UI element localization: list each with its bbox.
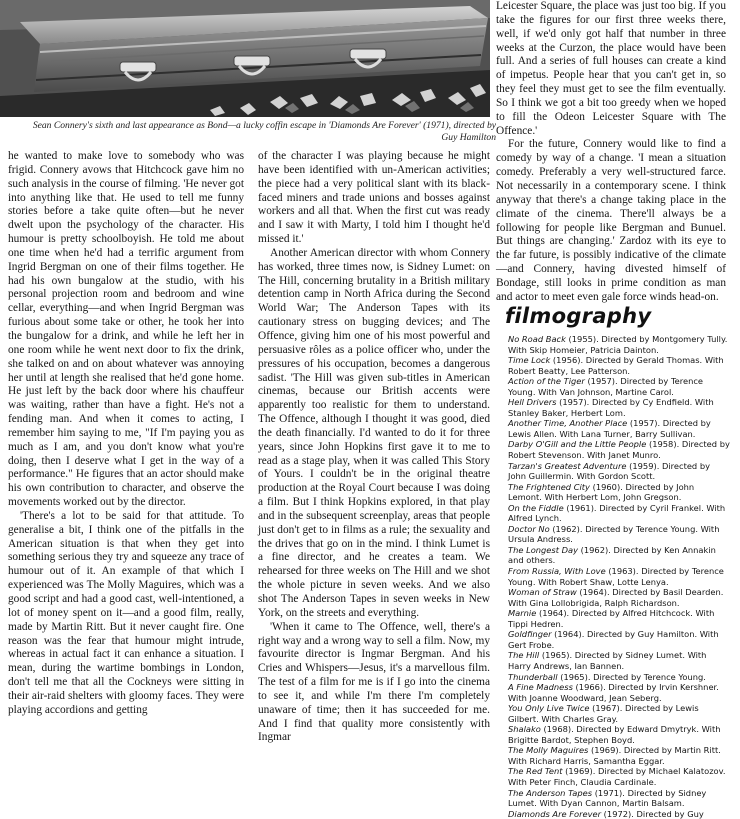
film-details: (1958). Directed by Robert Stevenson. With Janet Munro. (508, 439, 730, 461)
filmography-entry (508, 376, 730, 397)
film-title: Darby O'Gill and the Little People (508, 439, 647, 450)
film-title: Hell Drivers (508, 397, 557, 408)
film-details: (1957). Directed by Terence Young. With Van Johnson, Martine Carol. (508, 376, 703, 397)
film-details: (1968). Directed by Edward Dmytryk. With Brigitte Bardot, Stephen Boyd. (508, 724, 721, 745)
filmography-entry (508, 418, 730, 439)
filmography-entry (508, 745, 730, 766)
film-details: (1961). Directed by Cyril Frankel. With Alfred Lynch. (508, 502, 726, 524)
filmography-entry (508, 724, 730, 745)
film-details: (1964). Directed by Alfred Hitchcock. With Tippi Hedren. (508, 608, 715, 629)
film-title: Time Lock (508, 355, 551, 366)
film-title: A Fine Madness (508, 682, 573, 693)
filmography-list (508, 334, 730, 819)
film-title: Shalako (508, 724, 541, 735)
film-title: The Longest Day (508, 544, 578, 555)
film-details: (1965). Directed by Terence Young. (557, 671, 706, 682)
filmography-entry (508, 334, 730, 355)
film-details: (1972). Directed by Guy (601, 808, 704, 819)
filmography-entry (508, 397, 730, 418)
film-details: (1964). Directed by Basil Dearden. With Gina Lollobrigida, Ralph Richardson. (508, 587, 724, 608)
film-details: (1956). Directed by Gerald Thomas. With Robert Beatty, Lee Patterson. (508, 355, 724, 376)
film-details: (1969). Directed by Martin Ritt. With Richard Harris, Samantha Eggar. (508, 745, 721, 766)
film-title: The Molly Maguires (508, 745, 589, 756)
filmography-heading: filmography (505, 304, 652, 328)
film-title: The Hill (508, 650, 540, 661)
film-details: (1957). Directed by Cy Endfield. With Stanley Baker, Herbert Lom. (508, 397, 714, 418)
film-title: From Russia, With Love (508, 566, 606, 577)
film-title: Action of the Tiger (508, 376, 585, 387)
filmography-entry (508, 503, 730, 524)
filmography-entry (508, 587, 730, 608)
film-title: Marnie (508, 608, 537, 619)
filmography-entry (508, 566, 730, 587)
filmography-entry (508, 650, 730, 671)
film-title: Doctor No (508, 523, 550, 534)
film-details: (1962). Directed by Terence Young. With Ursula Andress. (508, 523, 720, 545)
paragraph: Another American director with whom Connery has worked, three times now, is Sidney Lumet: on The Hill, concerning brutality in a British military detention camp in North Africa during the Second World War; The Anderson Tapes with its cautionary stress on bugging devices; and The Offence, giving him one of his most powerful and persuasive rôles as a police officer who, under the pressures of his occupation, becomes a dangerous sadist. 'The Hill was given sub-titles in American cinemas, because our British accents were apparently too realistic for them to understand. The Offence, although I thought it was good, died the death financially. I'd wanted to do it for three years, since John Hopkins first gave it to me to read as a stage play, when it was called This Story of Yours. I couldn't be in the original theatre production at the Royal Court because I was doing a film. But I think Hopkins explored, in that play and in the subsequent screenplay, areas that people just don't get to in films as a rule; the sexuality and the drives that go on in the mind. I think Lumet is a fine director, and he creates a team. We rehearsed for three weeks on The Hill and we shot the whole picture in seven weeks. And we also shot The Anderson Tapes in seven weeks in New York, on the streets and everything. (258, 246, 490, 619)
paragraph: he wanted to make love to somebody who was frigid. Connery avows that Hitchcock gave him no such analysis in the course of filming. 'He never got into anything like that. He used to tell me funny stories before a take quite often—but he never dwelt upon the psychology of the character. His humour is pretty schoolboyish. He told me about one time when he'd had a terrific argument from Ingrid Bergman on one of their films together. He had his own bungalow at the studio, with his personal projection room and bedroom and wine cellar, everything—and when Ingrid Bergman was furious about some take or other, he took her into the bungalow for a drink, and while he left her in one room while he went next door to fix the drink, she talked on and on about whatever was annoying her until at length she realised that he'd gone home. He just left by the back door where his chauffeur was waiting, rather than have a fight. He's not a fending man. And when it comes to acting, I remember him saying to me, "If I'm paying you as much as I am, and you don't know what you're doing, then I deserve what I get in the way of a performance." He figures that an actor should make his own contribution to character, and observe the movements worked out by the director. (8, 150, 244, 509)
film-title: Woman of Straw (508, 587, 577, 598)
film-details: (1962). Directed by Ken Annakin and others. (508, 544, 716, 566)
film-details: (1959). Directed by John Guillermin. With Gordon Scott. (508, 460, 711, 482)
film-title: The Anderson Tapes (508, 787, 593, 798)
film-details: (1965). Directed by Sidney Lumet. With Harry Andrews, Ian Bannen. (508, 650, 707, 671)
paragraph: 'When it came to The Offence, well, there's a right way and a wrong way to sell a film. Now, my favourite director is Ingmar Bergman. And his Cries and Whispers—Jesus, it's a marvellous film. The test of a film for me is if I go into the cinema to see it, and while I'm there I'm completely unaware of time; then it has succeeded for me. And I find that quality more consistently with Ingmar (258, 620, 490, 744)
paragraph: of the character I was playing because he might have been identified with un-American activities; the piece had a very political slant with its black-faced miners and trade unions and bosses against workers and all that. When the first cut was ready and I saw it with Marty, I told him I thought he'd missed it.' (258, 150, 490, 246)
filmography-entry (508, 788, 730, 809)
film-details: (1964). Directed by Guy Hamilton. With Gert Frobe. (508, 629, 719, 650)
film-title: Goldfinger (508, 629, 552, 640)
filmography-entry (508, 355, 730, 376)
article-column-3 (496, 0, 726, 303)
film-title: Thunderball (508, 671, 558, 682)
filmography-entry (508, 439, 730, 460)
film-title: On the Fiddle (508, 502, 564, 513)
film-title: Diamonds Are Forever (508, 808, 602, 819)
photo-caption: Sean Connery's sixth and last appearance as Bond—a lucky coffin escape in 'Diamonds Are Forever' (1971), directed by Guy Hamilton (32, 120, 496, 143)
film-title: Another Time, Another Place (508, 418, 628, 429)
film-details: (1955). Directed by Montgomery Tully. With Skip Homeier, Patricia Dainton. (508, 334, 728, 355)
filmography-entry (508, 682, 730, 703)
coffin-photo (0, 0, 490, 117)
article-column-2 (258, 150, 490, 744)
film-title: The Frightened City (508, 481, 590, 492)
filmography-entry (508, 703, 730, 724)
filmography-entry (508, 482, 730, 503)
film-title: You Only Live Twice (508, 703, 590, 714)
paragraph: 'There's a lot to be said for that attitude. To generalise a bit, I think one of the pitfalls in the American situation is that when they get into something serious they try and squeeze any trace of humour out of it. An example of that which I experienced was The Molly Maguires, which was a good script and had a good cast, well-intentioned, a lot of money spent on it—and a good film, really, made by Martin Ritt. But it never caught fire. One reason was the fear that humour might intrude, whereas in actual fact it can enhance a situation. I mean, during the wartime bombings in London, don't tell me that all the Cockneys were sitting in their air-raid shelters with gloomy faces. They were playing accordions and getting (8, 509, 244, 716)
filmography-entry (508, 545, 730, 566)
film-details: (1966). Directed by Irvin Kershner. With Joanne Woodward, Jean Seberg. (508, 682, 719, 703)
paragraph: For the future, Connery would like to find a comedy by way of a change. 'I mean a situation comedy. Preferably a very well-structured farce. Not necessarily in a contemporary scene. I think anyway that there's a change taking place in the climate of the cinema. There'll always be a following for people like Bergman and Bunuel. But things are changing.' Zardoz with its eye to the far future, is possibly indicative of the climate—and Connery, having divested himself of Bondage, still looks in prime condition as man and actor to meet even gale force winds head-on. (496, 138, 726, 303)
paragraph: Leicester Square, the place was just too big. If you take the figures for our first three weeks there, well, if we'd only got half that number in three weeks at the Curzon, the place would have been full. And a series of full houses can create a kind of impetus. People hear that you can't get in, so they feel they must get to see the film eventually. So I think we got a bit too greedy when we hoped to fill the Odeon Leicester Square with The Offence.' (496, 0, 726, 137)
filmography-entry (508, 672, 730, 683)
film-details: (1960). Directed by John Lemont. With Herbert Lom, John Gregson. (508, 481, 695, 503)
film-details: (1967). Directed by Lewis Gilbert. With Charles Gray. (508, 703, 699, 724)
filmography-entry (508, 629, 730, 650)
film-details: (1963). Directed by Terence Young. With Robert Shaw, Lotte Lenya. (508, 566, 724, 587)
film-title: Tarzan's Greatest Adventure (508, 460, 627, 471)
filmography-entry (508, 766, 730, 787)
filmography-entry (508, 809, 730, 819)
filmography-entry (508, 608, 730, 629)
film-title: No Road Back (508, 334, 566, 344)
filmography-entry (508, 461, 730, 482)
filmography-entry (508, 524, 730, 545)
film-title: The Red Tent (508, 766, 563, 777)
film-details: (1957). Directed by Lewis Allen. With Lana Turner, Barry Sullivan. (508, 418, 711, 439)
film-details: (1971). Directed by Sidney Lumet. With Dyan Cannon, Martin Balsam. (508, 787, 707, 809)
article-column-1 (8, 150, 244, 740)
film-details: (1969). Directed by Michael Kalatozov. With Peter Finch, Claudia Cardinale. (508, 766, 726, 787)
